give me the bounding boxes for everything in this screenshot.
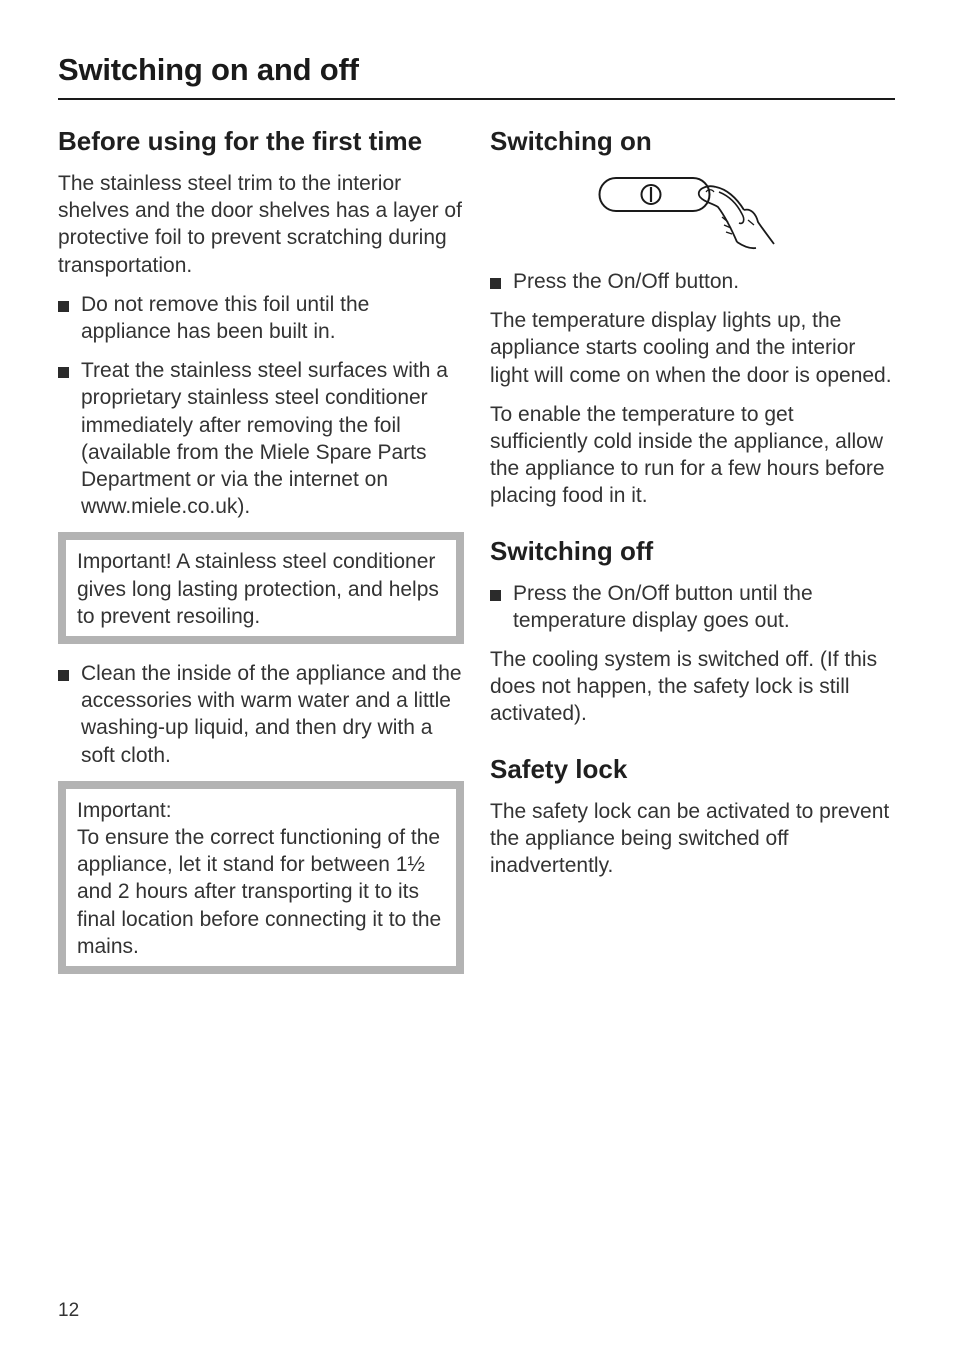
right-column <box>490 124 895 891</box>
list-item <box>490 580 895 634</box>
heading-before-first-use: Before using for the first time <box>58 126 423 156</box>
paragraph: The cooling system is switched off. (If this does not happen, the safety lock is still activated). <box>490 648 878 726</box>
left-column <box>58 124 464 990</box>
page-number: 12 <box>58 1300 80 1321</box>
page-title: Switching on and off <box>58 52 359 87</box>
list-item <box>58 660 464 769</box>
bullet-square-icon <box>58 301 69 312</box>
important-note-box <box>58 532 464 644</box>
finger-pressing-power-button-icon <box>598 170 782 252</box>
note-label: Important: <box>77 798 172 822</box>
paragraph: The temperature display lights up, the appliance starts cooling and the interior light will come on when the door is opened. <box>490 309 892 387</box>
note-text: Important! A stainless steel conditioner gives long lasting protection, and helps to prevent resoiling. <box>77 550 439 628</box>
heading-switching-on: Switching on <box>490 126 652 156</box>
bullet-square-icon <box>58 367 69 378</box>
bullet-square-icon <box>58 670 69 681</box>
intro-paragraph: The stainless steel trim to the interior shelves and the door shelves has a layer of protective foil to prevent scratching during transportation. <box>58 172 462 277</box>
paragraph: To enable the temperature to get sufficiently cold inside the appliance, allow the appliance to run for a few hours before placing food in it. <box>490 402 885 508</box>
heading-safety-lock: Safety lock <box>490 753 628 784</box>
list-item <box>58 291 464 345</box>
bullet-square-icon <box>490 590 501 601</box>
important-note-box <box>58 781 464 974</box>
list-item <box>490 268 895 295</box>
bullet-square-icon <box>490 278 501 289</box>
heading-switching-off: Switching off <box>490 535 654 566</box>
bullet-text: Clean the inside of the appliance and the accessories with warm water and a little washing-up liquid, and then dry with a soft cloth. <box>81 662 462 767</box>
list-item <box>58 357 464 520</box>
bullet-text: Treat the stainless steel surfaces with a proprietary stainless steel conditioner immediately after removing the foil (available from the Miele Spare Parts Department or via the internet on www.miele.co.uk). <box>81 359 448 519</box>
paragraph: The safety lock can be activated to prevent the appliance being switched off inadvertently. <box>490 799 890 878</box>
title-divider <box>58 98 895 100</box>
bullet-text: Do not remove this foil until the appliance has been built in. <box>81 292 370 344</box>
bullet-text: Press the On/Off button. <box>513 270 740 293</box>
note-text: To ensure the correct functioning of the appliance, let it stand for between 1½ and 2 hours after transporting it to its final location before connecting it to the mains. <box>77 826 442 958</box>
bullet-text: Press the On/Off button until the temperature display goes out. <box>513 581 813 632</box>
